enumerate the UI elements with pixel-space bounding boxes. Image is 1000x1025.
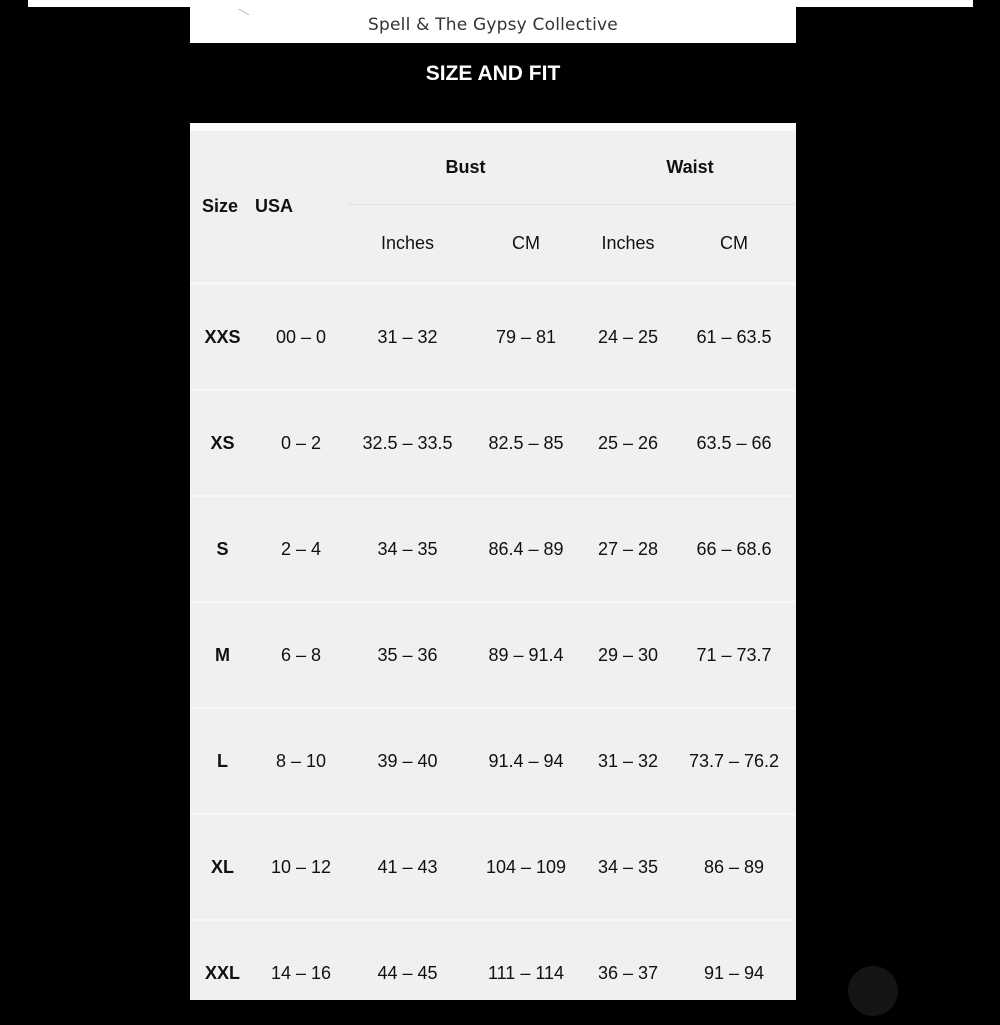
waist-inches-cell: 25 – 26	[584, 390, 672, 496]
bust-inches-cell: 41 – 43	[347, 814, 468, 920]
waist-cm-cell: 91 – 94	[672, 920, 796, 1025]
waist-inches-cell: 34 – 35	[584, 814, 672, 920]
header-waist-cm: CM	[672, 205, 796, 284]
header-bust-cm: CM	[468, 205, 584, 284]
table-row	[190, 814, 796, 920]
usa-cell: 6 – 8	[255, 602, 347, 708]
brand-title: Spell & The Gypsy Collective	[368, 15, 618, 35]
size-cell: XXS	[190, 284, 255, 391]
bust-inches-cell: 31 – 32	[347, 284, 468, 391]
waist-cm-cell: 66 – 68.6	[672, 496, 796, 602]
size-cell: XXL	[190, 920, 255, 1025]
waist-inches-cell: 36 – 37	[584, 920, 672, 1025]
size-cell: XS	[190, 390, 255, 496]
bust-inches-cell: 34 – 35	[347, 496, 468, 602]
size-cell: M	[190, 602, 255, 708]
usa-cell: 14 – 16	[255, 920, 347, 1025]
usa-cell: 0 – 2	[255, 390, 347, 496]
bust-cm-cell: 91.4 – 94	[468, 708, 584, 814]
bust-cm-cell: 89 – 91.4	[468, 602, 584, 708]
waist-cm-cell: 86 – 89	[672, 814, 796, 920]
waist-cm-cell: 73.7 – 76.2	[672, 708, 796, 814]
size-and-fit-heading: SIZE AND FIT	[190, 62, 796, 86]
scroll-to-top-button[interactable]	[848, 966, 898, 1016]
bust-cm-cell: 79 – 81	[468, 284, 584, 391]
bust-inches-cell: 35 – 36	[347, 602, 468, 708]
table-row	[190, 708, 796, 814]
size-cell: S	[190, 496, 255, 602]
bust-cm-cell: 86.4 – 89	[468, 496, 584, 602]
size-cell: XL	[190, 814, 255, 920]
waist-inches-cell: 29 – 30	[584, 602, 672, 708]
waist-inches-cell: 27 – 28	[584, 496, 672, 602]
header-bust: Bust	[347, 131, 584, 205]
waist-cm-cell: 63.5 – 66	[672, 390, 796, 496]
table-row	[190, 390, 796, 496]
size-chart-table	[190, 131, 796, 1025]
header-bust-inches: Inches	[347, 205, 468, 284]
brand-bar	[190, 7, 796, 43]
table-row	[190, 284, 796, 391]
header-waist: Waist	[584, 131, 796, 205]
table-row	[190, 602, 796, 708]
header-size: Size	[190, 131, 255, 284]
bust-inches-cell: 32.5 – 33.5	[347, 390, 468, 496]
usa-cell: 10 – 12	[255, 814, 347, 920]
waist-cm-cell: 71 – 73.7	[672, 602, 796, 708]
size-chart-body	[190, 284, 796, 1025]
bust-cm-cell: 111 – 114	[468, 920, 584, 1025]
usa-cell: 8 – 10	[255, 708, 347, 814]
usa-cell: 2 – 4	[255, 496, 347, 602]
header-usa: USA	[255, 131, 347, 284]
waist-cm-cell: 61 – 63.5	[672, 284, 796, 391]
waist-inches-cell: 24 – 25	[584, 284, 672, 391]
table-row	[190, 496, 796, 602]
usa-cell: 00 – 0	[255, 284, 347, 391]
table-row	[190, 920, 796, 1025]
bust-cm-cell: 82.5 – 85	[468, 390, 584, 496]
header-waist-inches: Inches	[584, 205, 672, 284]
bust-cm-cell: 104 – 109	[468, 814, 584, 920]
bust-inches-cell: 39 – 40	[347, 708, 468, 814]
top-strip	[28, 0, 973, 7]
size-cell: L	[190, 708, 255, 814]
waist-inches-cell: 31 – 32	[584, 708, 672, 814]
bust-inches-cell: 44 – 45	[347, 920, 468, 1025]
size-chart-panel	[190, 123, 796, 1000]
